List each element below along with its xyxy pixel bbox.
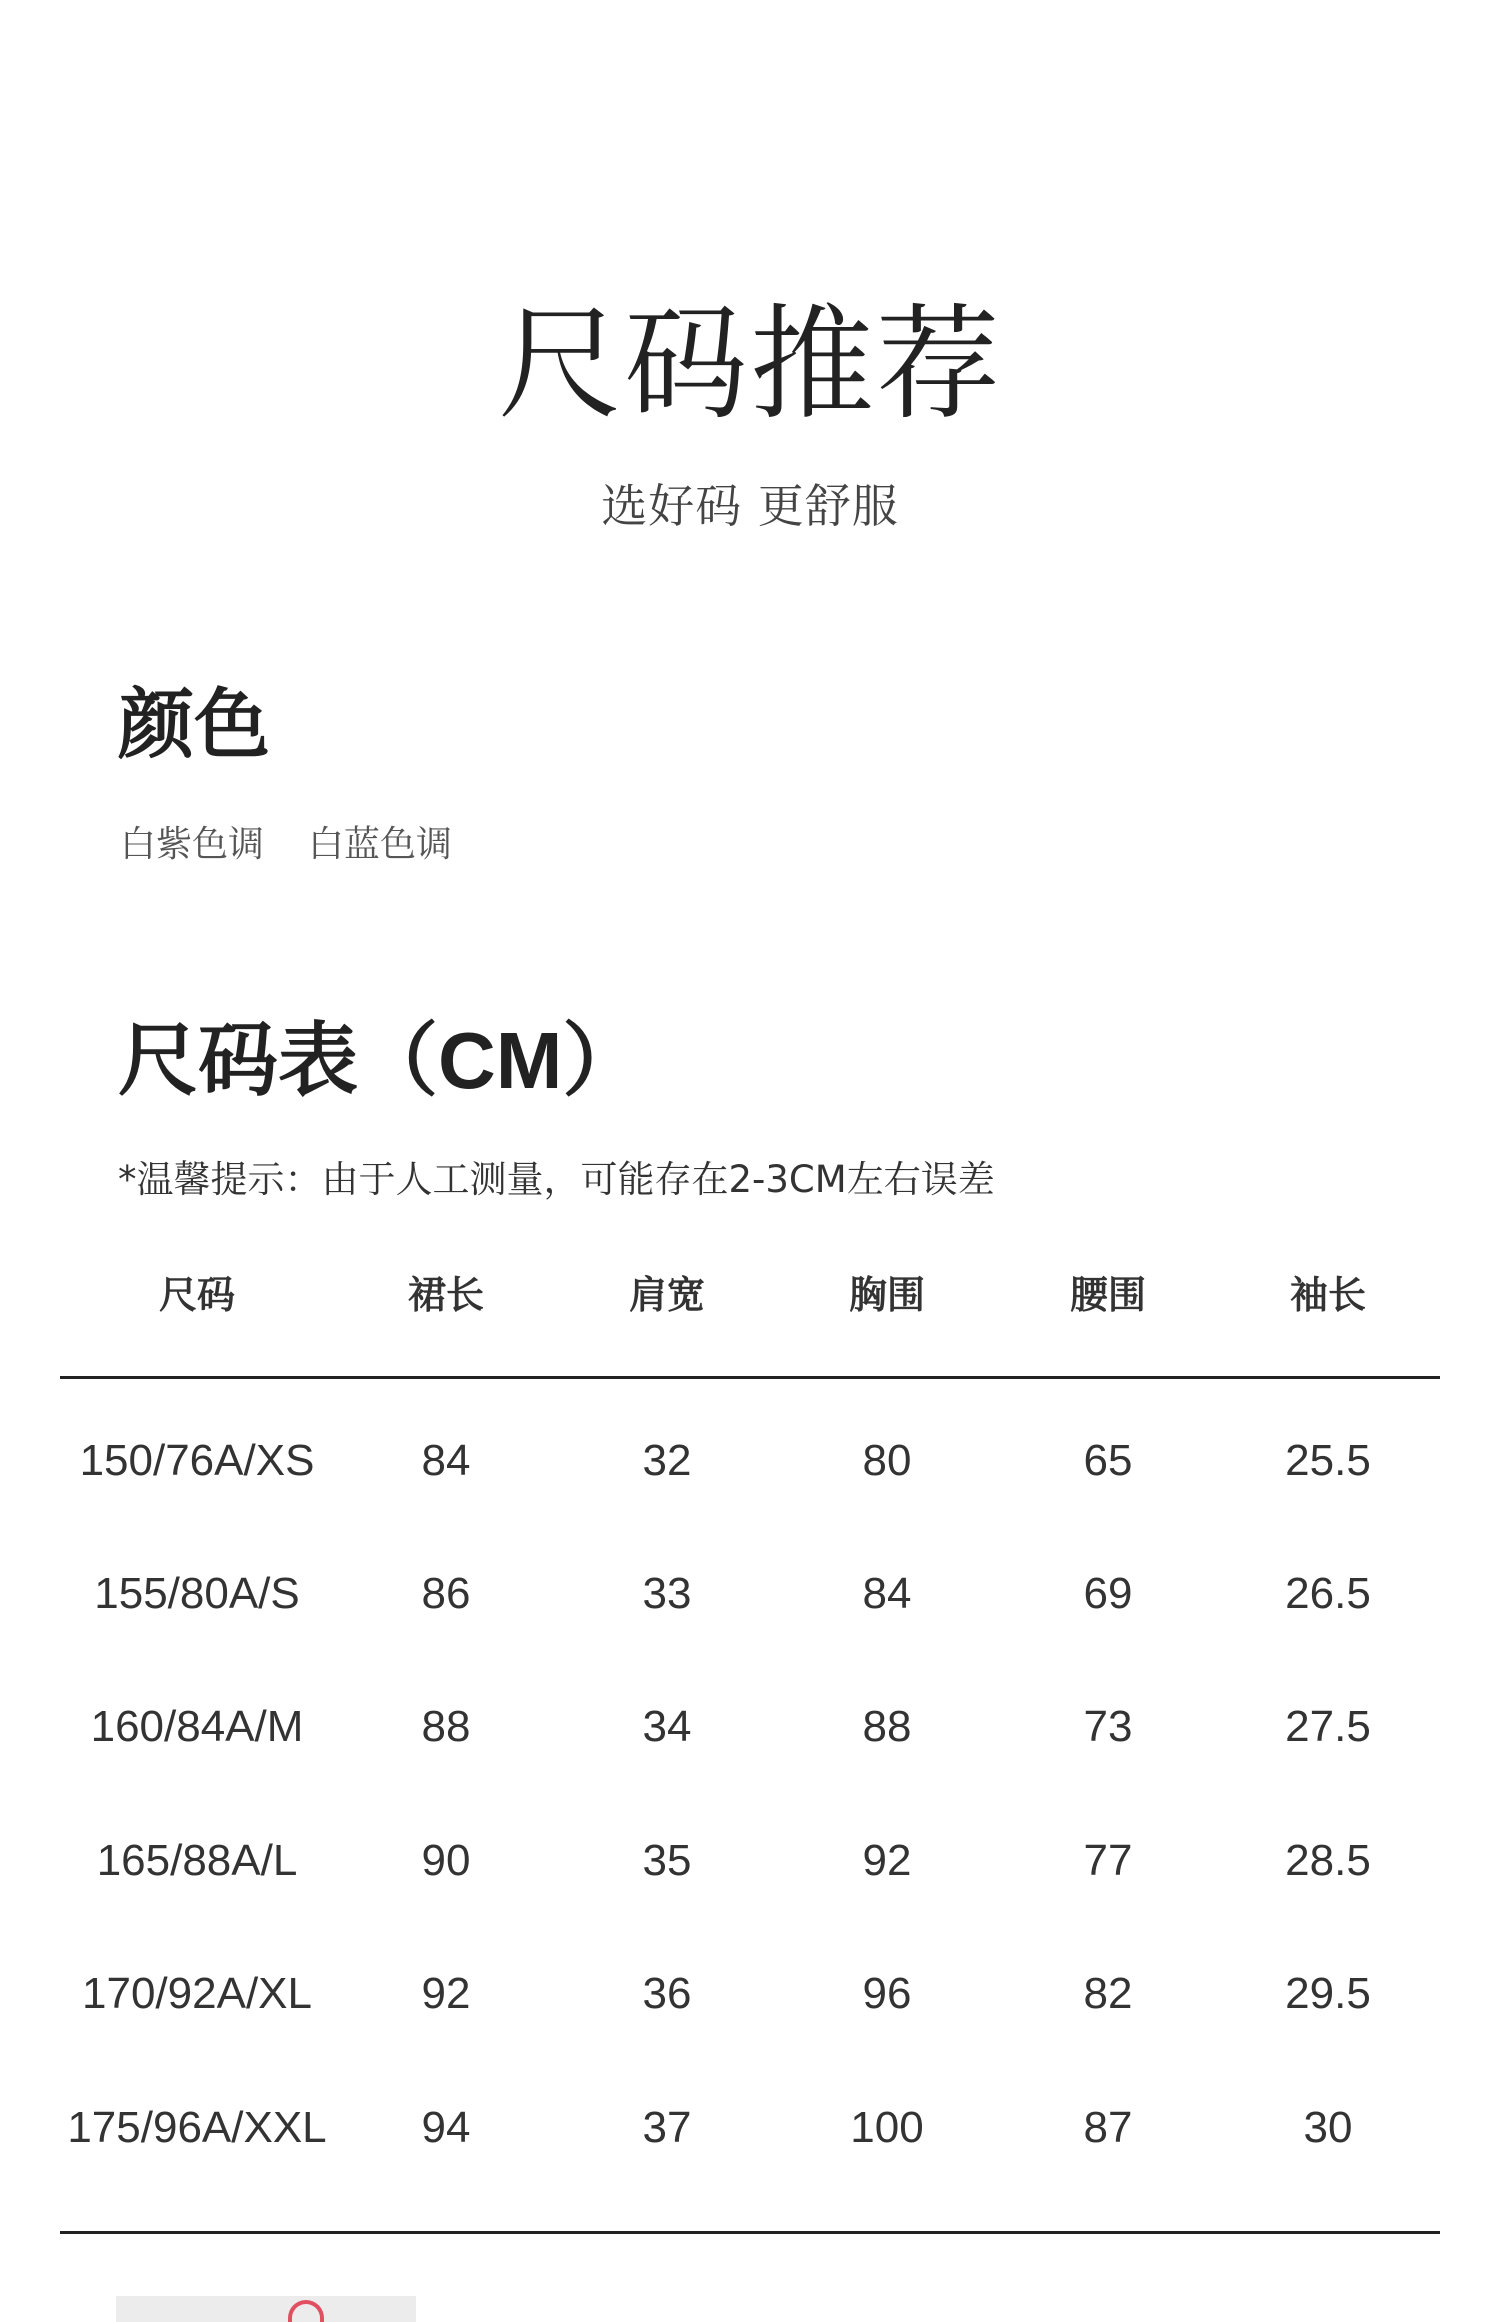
table-row [60, 1954, 1440, 2034]
cell-waist: 77 [1083, 1836, 1133, 1885]
table-top-divider [60, 1376, 1440, 1379]
cell-waist: 87 [1083, 2103, 1133, 2152]
cell-length: 92 [421, 1969, 471, 2018]
cell-length: 84 [421, 1436, 471, 1485]
color-options [120, 820, 452, 870]
column-header-waist: 腰围 [1069, 1273, 1147, 1317]
color-section-heading: 颜色 [118, 680, 270, 769]
cell-sleeve: 30 [1303, 2103, 1353, 2152]
cell-shoulder: 34 [642, 1702, 692, 1751]
column-header-bust: 胸围 [848, 1273, 926, 1317]
cell-bust: 80 [862, 1436, 912, 1485]
cell-length: 94 [421, 2103, 471, 2152]
color-option[interactable]: 白蓝色调 [308, 824, 453, 865]
cell-sleeve: 25.5 [1285, 1436, 1371, 1485]
table-row [60, 1821, 1440, 1901]
table-row [60, 2088, 1440, 2168]
cell-waist: 69 [1083, 1569, 1133, 1618]
cell-shoulder: 33 [642, 1569, 692, 1618]
cell-bust: 96 [862, 1969, 912, 2018]
column-header-sleeve: 袖长 [1289, 1273, 1367, 1317]
page-subtitle: 选好码 更舒服 [601, 479, 899, 533]
cell-length: 90 [421, 1836, 471, 1885]
cell-size: 175/96A/XXL [67, 2103, 327, 2152]
cell-shoulder: 37 [642, 2103, 692, 2152]
cell-bust: 84 [862, 1569, 912, 1618]
cell-length: 88 [421, 1702, 471, 1751]
cell-size: 160/84A/M [90, 1702, 304, 1751]
cell-sleeve: 29.5 [1285, 1969, 1371, 2018]
cell-shoulder: 32 [642, 1436, 692, 1485]
color-option[interactable]: 白紫色调 [120, 824, 265, 865]
cell-shoulder: 35 [642, 1836, 692, 1885]
table-row [60, 1687, 1440, 1767]
cell-size: 150/76A/XS [79, 1436, 315, 1485]
cell-size: 165/88A/L [96, 1836, 298, 1885]
table-bottom-divider [60, 2231, 1440, 2234]
size-table-header [60, 1260, 1440, 1330]
measurement-tip: *温馨提示：由于人工测量，可能存在2-3CM左右误差 [118, 1158, 995, 1201]
column-header-length: 裙长 [407, 1273, 485, 1317]
column-header-size: 尺码 [158, 1273, 236, 1317]
cell-length: 86 [421, 1569, 471, 1618]
cell-bust: 88 [862, 1702, 912, 1751]
cell-shoulder: 36 [642, 1969, 692, 2018]
cell-waist: 65 [1083, 1436, 1133, 1485]
cell-waist: 82 [1083, 1969, 1133, 2018]
cell-size: 155/80A/S [94, 1569, 300, 1618]
cell-sleeve: 27.5 [1285, 1702, 1371, 1751]
cell-bust: 92 [862, 1836, 912, 1885]
cell-sleeve: 28.5 [1285, 1836, 1371, 1885]
product-image-thumbnail [116, 2296, 416, 2322]
table-row [60, 1421, 1440, 1501]
cell-waist: 73 [1083, 1702, 1133, 1751]
cell-bust: 100 [850, 2103, 924, 2152]
column-header-shoulder: 肩宽 [628, 1273, 706, 1317]
cell-sleeve: 26.5 [1285, 1569, 1371, 1618]
size-chart-heading: 尺码表（CM） [118, 1016, 643, 1105]
page-title: 尺码推荐 [497, 293, 1002, 437]
cell-size: 170/92A/XL [82, 1969, 312, 2018]
table-row [60, 1554, 1440, 1634]
